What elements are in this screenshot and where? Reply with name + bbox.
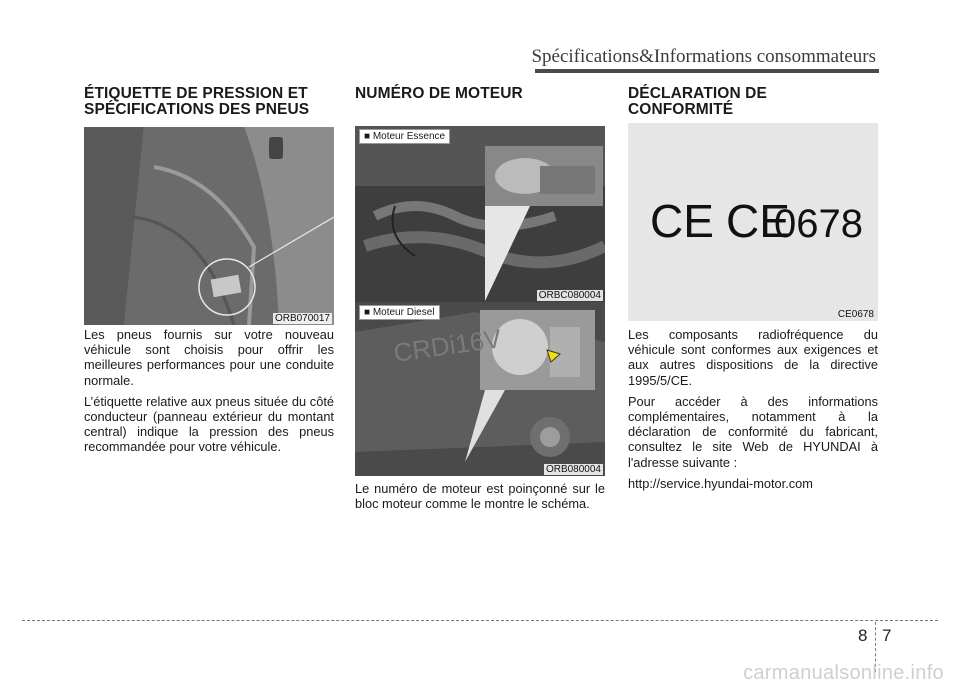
ce-mark-figure [628, 123, 878, 321]
ce-mark-left: CE [650, 195, 714, 247]
ce-mark-illustration [628, 123, 878, 321]
header-rule [535, 69, 879, 73]
section-title-tire: ÉTIQUETTE DE PRESSION ET SPÉCIFICATIONS DES PNEUS [84, 85, 310, 118]
page-number: 7 [882, 626, 892, 645]
section-title-engine: NUMÉRO DE MOTEUR [355, 85, 523, 102]
column-conformity [628, 86, 878, 118]
paragraph: Pour accéder à des informations complémentaires, notamment à la déclaration de conformité du fabricant, consultez le site Web de HYUNDAI à l'adresse suivante : [628, 393, 878, 470]
svg-text:CRDi16V: CRDi16V [391, 323, 504, 368]
watermark: carmanualsonline.info [743, 662, 944, 684]
figure-code: ORB080004 [545, 464, 601, 475]
engine-type-tag: ■ Moteur Essence [359, 129, 450, 144]
column-tire-pressure [84, 86, 336, 118]
figure-code: ORB070017 [274, 313, 330, 324]
engine-petrol-illustration [355, 126, 605, 302]
ce-mark-right: CE [726, 195, 790, 247]
ce-number: 0678 [774, 202, 863, 246]
tire-label-illustration [84, 127, 334, 325]
column-engine-number [355, 86, 605, 102]
engine-diesel-illustration [355, 302, 605, 476]
figure-code: CE0678 [837, 309, 874, 320]
footer-rule [22, 620, 938, 621]
engine-diesel-photo [355, 302, 605, 476]
conformity-text [628, 327, 878, 497]
paragraph: Le numéro de moteur est poinçonné sur le bloc moteur comme le montre le schéma. [355, 481, 605, 512]
running-header: Spécifications&Informations consommateurs [531, 46, 876, 67]
tire-label-photo [84, 127, 334, 325]
paragraph: Les composants radiofréquence du véhicule sont conformes aux exigences et aux autres dispositions de la directive 1995/5/CE. [628, 327, 878, 388]
paragraph: Les pneus fournis sur votre nouveau véhicule sont choisis pour offrir les meilleures performances pour une conduite normale. [84, 327, 334, 388]
url-text: http://service.hyundai-motor.com [628, 475, 813, 491]
section-title-conformity: DÉCLARATION DE CONFORMITÉ [628, 85, 767, 118]
engine-petrol-photo [355, 126, 605, 302]
chapter-number: 8 [858, 626, 868, 645]
engine-type-tag: ■ Moteur Diesel [359, 305, 440, 320]
paragraph: L’étiquette relative aux pneus située du côté conducteur (panneau extérieur du montant central) indique la pression des pneus recommandée pour votre véhicule. [84, 393, 334, 455]
tire-text [84, 327, 334, 461]
figure-code: ORBC080004 [538, 290, 601, 301]
engine-text [355, 481, 605, 517]
